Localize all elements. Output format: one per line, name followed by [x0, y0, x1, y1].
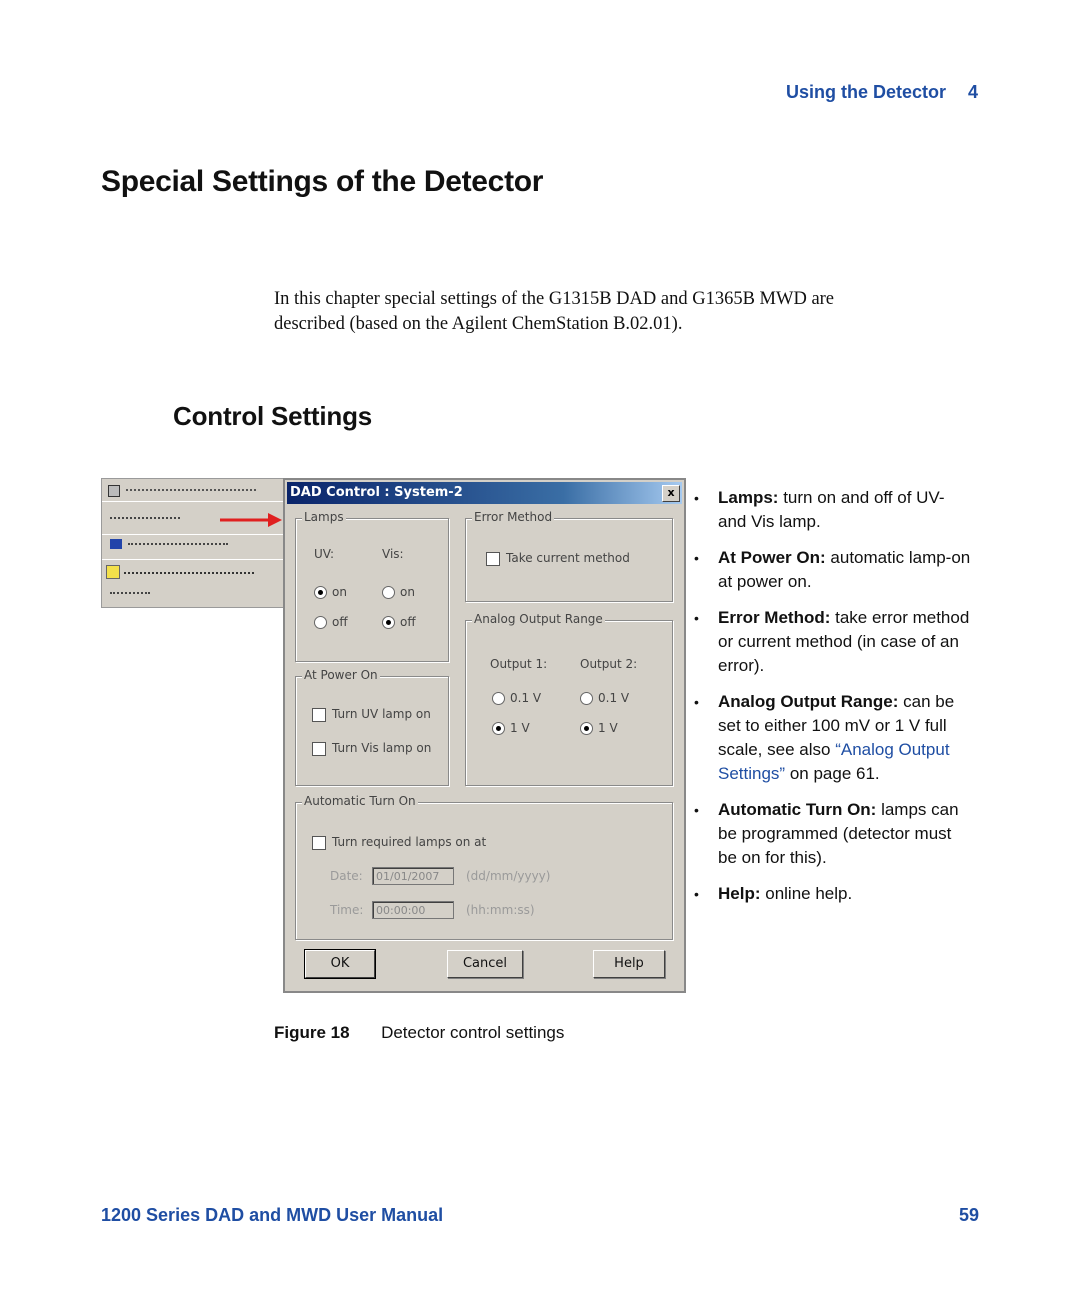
- uv-label: UV:: [314, 547, 335, 561]
- running-header-chapter: 4: [968, 82, 979, 102]
- figure-caption-text: Detector control settings: [381, 1023, 565, 1042]
- vis-off-label: off: [400, 615, 416, 629]
- radio-selected-icon: [580, 722, 593, 735]
- output-2-low-radio[interactable]: [580, 691, 629, 705]
- bullet-dot-icon: •: [694, 802, 699, 818]
- lamps-group: [295, 510, 449, 662]
- error-method-group: [465, 510, 673, 602]
- fragment-text-line: [110, 517, 180, 521]
- take-current-method-checkbox[interactable]: [486, 551, 630, 566]
- at-power-on-group: [295, 668, 449, 786]
- bullet-text: at power on.: [718, 572, 812, 591]
- analog-output-group: [465, 612, 673, 786]
- bullet-term: Lamps:: [718, 488, 779, 507]
- ok-button[interactable]: OK: [305, 950, 375, 978]
- radio-selected-icon: [492, 722, 505, 735]
- dialog-title-bar[interactable]: [287, 482, 682, 504]
- menu-icon: [110, 539, 122, 549]
- vis-label: Vis:: [382, 547, 404, 561]
- bullet-analog-output-range: [694, 690, 984, 786]
- analog-output-settings-link[interactable]: “Analog Output: [835, 740, 950, 759]
- bullet-term: Analog Output Range:: [718, 692, 899, 711]
- bullet-text: error).: [718, 656, 765, 675]
- output-2-label: Output 2:: [580, 657, 638, 671]
- bullet-help: [694, 882, 984, 906]
- bullet-lamps: [694, 486, 984, 534]
- checkbox-icon: [486, 552, 500, 566]
- vis-on-label: on: [400, 585, 415, 599]
- radio-selected-icon: [382, 616, 395, 629]
- bullet-text: set to either 100 mV or 1 V full: [718, 716, 947, 735]
- date-label: Date:: [330, 869, 363, 883]
- date-format-hint: (dd/mm/yyyy): [466, 869, 551, 883]
- bullet-text: be programmed (detector must: [718, 824, 952, 843]
- fragment-text-line: [128, 543, 228, 547]
- radio-selected-icon: [314, 586, 327, 599]
- bullet-text: and Vis lamp.: [718, 512, 821, 531]
- turn-vis-lamp-on-label: Turn Vis lamp on: [332, 741, 432, 755]
- output-1-high-label: 1 V: [510, 721, 530, 735]
- uv-on-label: on: [332, 585, 347, 599]
- bullet-dot-icon: •: [694, 886, 699, 902]
- vis-off-radio[interactable]: [382, 615, 416, 629]
- toolbar-icon: [108, 485, 120, 497]
- bullet-text: lamps can: [881, 800, 959, 819]
- date-input[interactable]: 01/01/2007: [372, 867, 454, 885]
- bullet-text: on page 61.: [789, 764, 880, 783]
- figure-caption: [274, 1023, 564, 1043]
- help-button[interactable]: Help: [593, 950, 665, 978]
- fragment-divider: [102, 534, 283, 535]
- uv-off-radio[interactable]: [314, 615, 348, 629]
- footer-manual-title: 1200 Series DAD and MWD User Manual: [101, 1205, 444, 1225]
- time-format-hint: (hh:mm:ss): [466, 903, 535, 917]
- uv-on-radio[interactable]: [314, 585, 347, 599]
- output-1-low-label: 0.1 V: [510, 691, 542, 705]
- footer-page-number: 59: [959, 1205, 980, 1225]
- radio-icon: [580, 692, 593, 705]
- lamps-group-label: Lamps: [304, 510, 344, 524]
- bullet-text: automatic lamp-on: [830, 548, 971, 567]
- section-title: Control Settings: [173, 401, 373, 431]
- bullet-term: Automatic Turn On:: [718, 800, 877, 819]
- bullet-text: or current method (in case of an: [718, 632, 959, 651]
- fragment-divider: [102, 559, 283, 560]
- bullet-dot-icon: •: [694, 694, 699, 710]
- uv-off-label: off: [332, 615, 348, 629]
- checkbox-icon: [312, 708, 326, 722]
- radio-icon: [382, 586, 395, 599]
- figure-number: Figure 18: [274, 1023, 350, 1042]
- bullet-text: can be: [903, 692, 955, 711]
- analog-output-settings-link-cont[interactable]: Settings”: [718, 764, 786, 783]
- checkbox-icon: [312, 742, 326, 756]
- intro-line-2: described (based on the Agilent ChemStation B.02.01).: [274, 314, 683, 334]
- bullet-text: be on for this).: [718, 848, 827, 867]
- turn-uv-lamp-on-checkbox[interactable]: [312, 707, 431, 722]
- output-1-low-radio[interactable]: [492, 691, 541, 705]
- bullet-dot-icon: •: [694, 550, 699, 566]
- automatic-turn-on-group: [295, 794, 673, 940]
- fragment-text-line: [126, 489, 256, 493]
- bullet-dot-icon: •: [694, 490, 699, 506]
- bullet-text: online help.: [765, 884, 853, 903]
- bullet-text: scale, see also: [718, 740, 831, 759]
- output-2-low-label: 0.1 V: [598, 691, 630, 705]
- screenshot-fragment: [101, 478, 284, 608]
- fragment-text-line: [110, 592, 150, 596]
- radio-icon: [314, 616, 327, 629]
- highlighted-menu-icon: [106, 565, 120, 579]
- turn-required-lamps-on-checkbox[interactable]: [312, 835, 486, 850]
- settings-bullet-list: [694, 486, 984, 918]
- error-method-group-label: Error Method: [474, 510, 553, 524]
- vis-on-radio[interactable]: [382, 585, 415, 599]
- bullet-term: Help:: [718, 884, 761, 903]
- output-1-high-radio[interactable]: [492, 721, 530, 735]
- time-label: Time:: [330, 903, 364, 917]
- radio-icon: [492, 692, 505, 705]
- dialog-title: DAD Control : System-2: [290, 485, 463, 500]
- red-arrow-icon: [218, 510, 284, 530]
- turn-required-lamps-on-label: Turn required lamps on at: [332, 835, 487, 849]
- checkbox-icon: [312, 836, 326, 850]
- bullet-text: take error method: [835, 608, 970, 627]
- analog-output-group-label: Analog Output Range: [474, 612, 603, 626]
- bullet-term: Error Method:: [718, 608, 831, 627]
- intro-paragraph: [274, 287, 974, 337]
- output-1-label: Output 1:: [490, 657, 548, 671]
- intro-line-1: In this chapter special settings of the G1315B DAD and G1365B MWD are: [274, 289, 835, 309]
- page-title: Special Settings of the Detector: [101, 165, 544, 198]
- bullet-error-method: [694, 606, 984, 678]
- running-header-section: Using the Detector: [786, 82, 947, 102]
- dad-control-dialog: [283, 478, 686, 993]
- take-current-method-label: Take current method: [506, 551, 630, 565]
- bullet-text: turn on and off of UV-: [783, 488, 945, 507]
- turn-vis-lamp-on-checkbox[interactable]: [312, 741, 431, 756]
- bullet-at-power-on: [694, 546, 984, 594]
- bullet-automatic-turn-on: [694, 798, 984, 870]
- time-input[interactable]: 00:00:00: [372, 901, 454, 919]
- bullet-term: At Power On:: [718, 548, 826, 567]
- at-power-on-group-label: At Power On: [304, 668, 378, 682]
- automatic-turn-on-group-label: Automatic Turn On: [304, 794, 416, 808]
- turn-uv-lamp-on-label: Turn UV lamp on: [332, 707, 431, 721]
- output-2-high-radio[interactable]: [580, 721, 618, 735]
- fragment-divider: [102, 501, 283, 502]
- output-2-high-label: 1 V: [598, 721, 618, 735]
- cancel-button[interactable]: Cancel: [447, 950, 523, 978]
- fragment-text-line: [124, 572, 254, 576]
- close-button[interactable]: x: [662, 485, 680, 502]
- bullet-dot-icon: •: [694, 610, 699, 626]
